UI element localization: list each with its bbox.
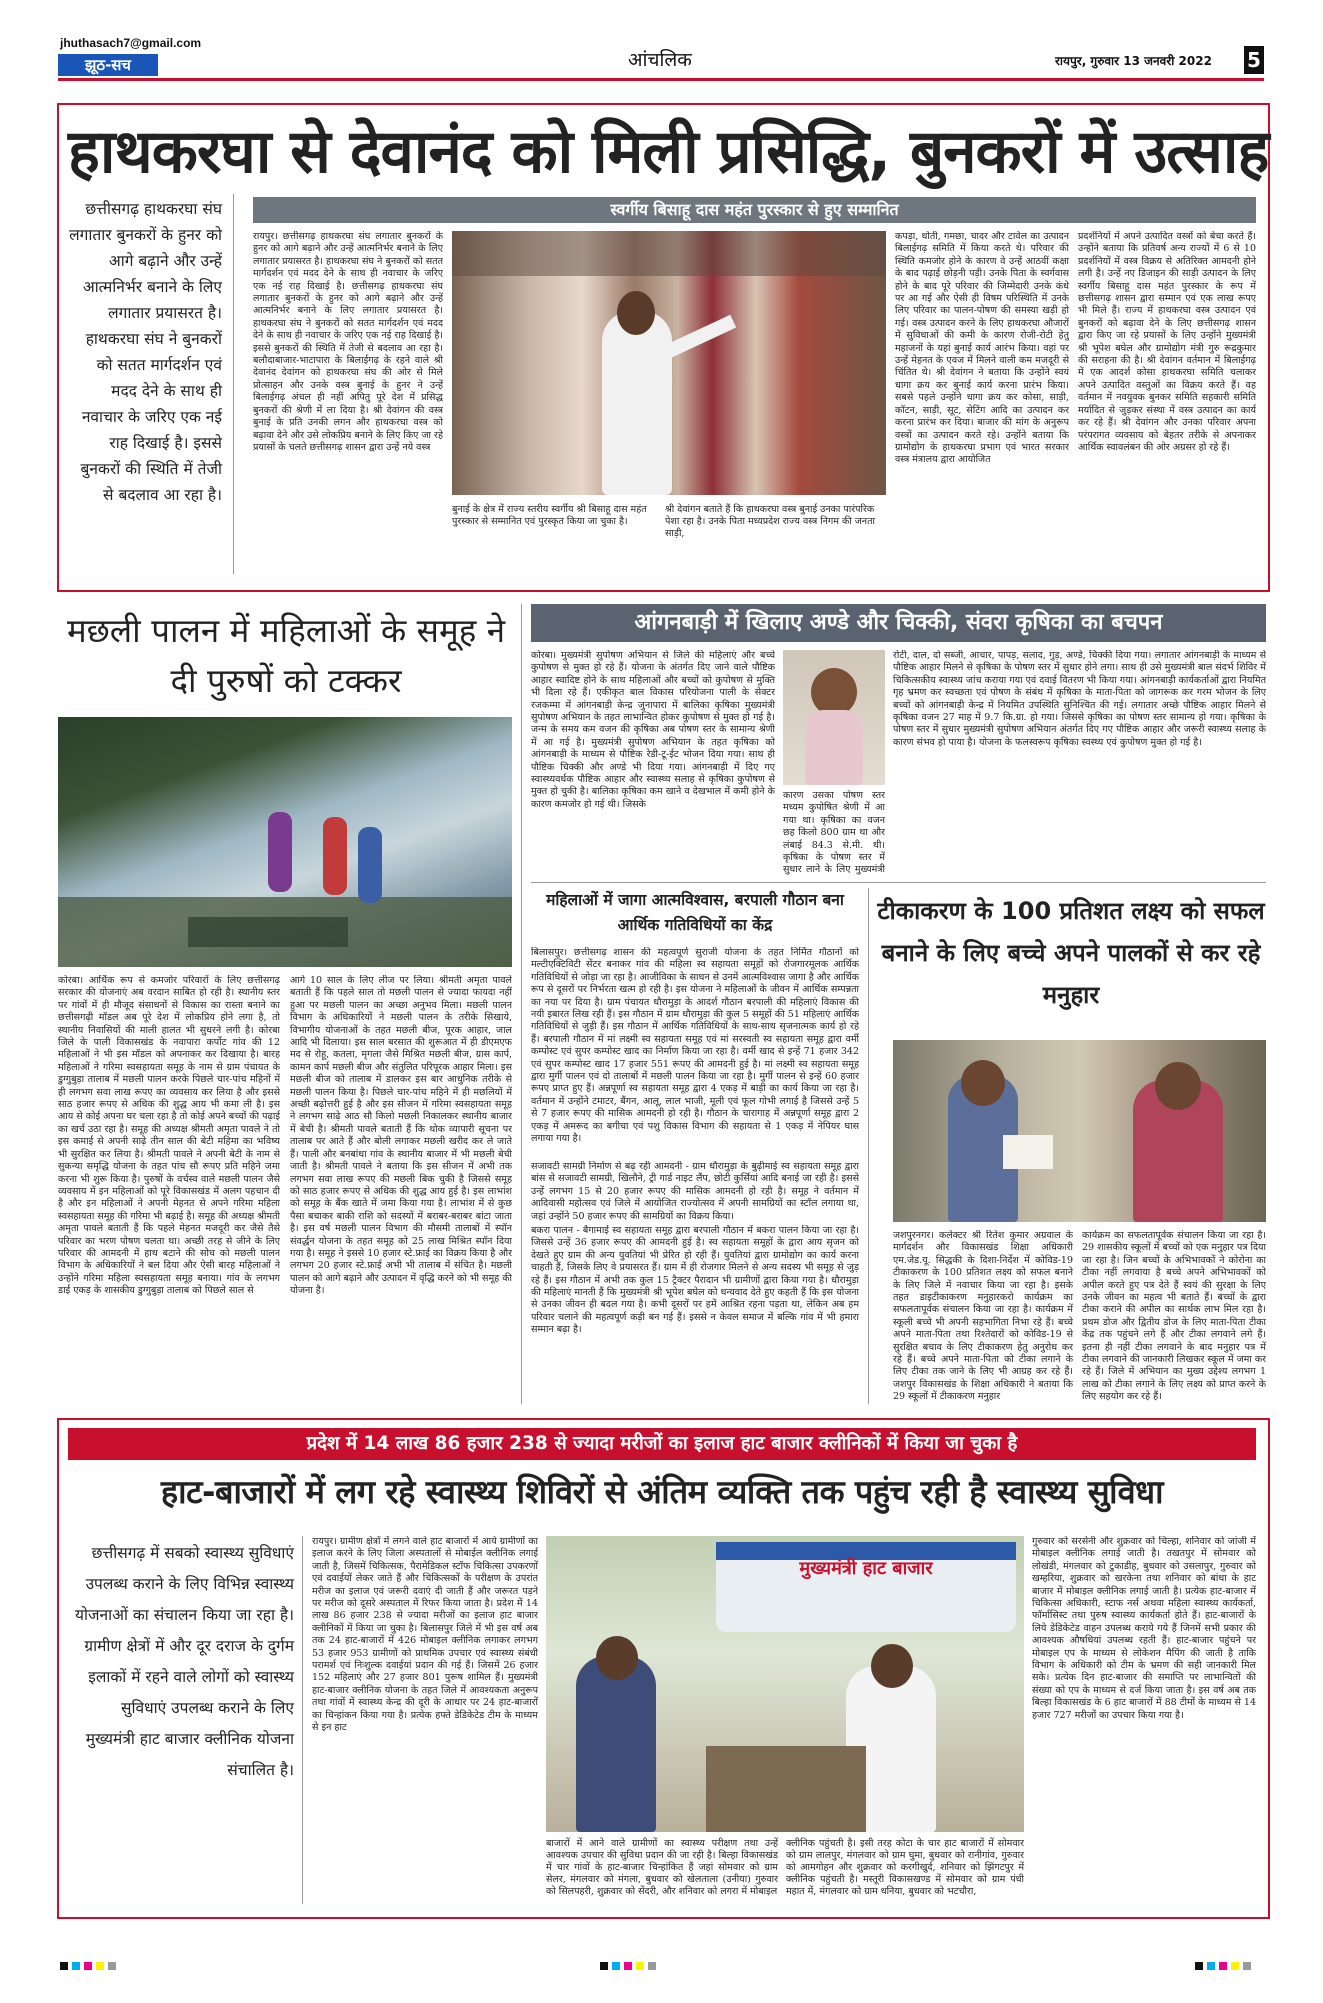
story-weaver-col1: रायपुर। छत्तीसगढ़ हाथकरघा संघ लगातार बुनकरों के हुनर को आगे बढ़ाने और उन्हें आत्मनिर्भर बनाने के लिए लगातार प्रयासरत है। हाथकरघा संघ ने बुनकरों को सतत मार्गदर्शन एवं मदद देने के साथ ही नवाचार के जरिए एक नई राह दिखाई है। छत्तीसगढ़ हाथकरघा संघ लगातार बुनकरों के हुनर को आगे बढ़ाने और उन्हें आत्मनिर्भर बनाने के लिए लगातार प्रयासरत है। हाथकरघा संघ ने बुनकरों को सतत मार्गदर्शन एवं मदद देने के साथ ही नवाचार के जरिए एक नई राह दिखाई है। इससे बुनकरों की स्थिति में तेजी से बदलाव आ रहा है। बलौदाबाजार-भाटापारा के बिलाईगढ़ के रहने वाले श्री देवानंद देवांगन को हाथकरघा संघ की ओर से मिले प्रोत्साहन और उनके वस्त्र बुनाई के हुनर ने उन्हें बिलाईगढ़ अंचल ही नहीं अपितु पूरे देश में प्रसिद्ध बुनकरों की श्रेणी में ला दिया है। श्री देवांगन की वस्त्र बुनाई के प्रति उनकी लगन और हाथकरघा वस्त्र को बढ़ावा देने और उसे लोकप्रिय बनाने के लिए किए जा रहे प्रयासों के चलते छत्तीसगढ़ शासन द्वारा उन्हें नये वस्त्र <box>253 231 443 453</box>
story-gauthan-body1: बिलासपुर। छत्तीसगढ़ शासन की महत्वपूर्ण सुराजी योजना के तहत निर्मित गौठानों को मल्टीएक्टिविटी सेंटर बनाकर गांव की महिला स्व सहायता समूहों को रोजगारमूलक आर्थिक गतिविधियों से जोड़ा जा रहा है। आजीविका के साधन से उनमें आत्मविश्वास जागा है और आर्थिक रूप से दूसरों पर निर्भरता खत्म हो रही है। इस योजना ने महिलाओं के जीवन में आर्थिक सम्पन्नता का नया पर दिया है। ग्राम पंचायत धौरामुड़ा के आदर्श गौठान बरपाली की महिलाएं विकास की नयी इबारत लिख रही हैं। इस गौठान में ग्राम धौरामुड़ा की कुल 5 समूहों की 51 महिलाएं आर्थिक गतिविधियों से जुड़ी हैं। इस गौठान में आर्थिक गतिविधियों के साथ-साथ सृजनात्मक कार्य हो रहे हैं। बरपाली गौठान में मां लक्ष्मी स्व सहायता समूह एवं मां सरस्वती स्व सहायता समूह द्वारा वर्मी कम्पोस्ट एवं सुपर कम्पोस्ट खाद का निर्माण किया जा रहा है। वर्मी खाद से इन्हें 71 हजार 342 एवं सुपर कम्पोस्ट खाद 17 हजार 551 रूपए की आमदनी हुई है। मां लक्ष्मी स्व सहायता समूह द्वारा मुर्गी पालन एवं दो तालाबों में मछली पालन किया जा रहा है। मुर्गी पालन से इन्हें 60 हजार रूपए प्राप्त हुए हैं। अन्नपूर्णा स्व सहायता समूह द्वारा 4 एकड़ में बाड़ी का कार्य किया जा रहा है। वर्तमान में उन्होंने टमाटर, बैंगन, आलू, लाल भाजी, मूली एवं फूल गोभी लगाई है जिससे उन्हें 5 से 7 हजार रूपए की मासिक आमदनी हो रही है। गौठान के चारागाह में अन्नपूर्णा समूह द्वारा 2 एकड़ में अमरूद का बगीचा एवं पशु विकास विभाग की सहायता से 1 एकड़ में नेपियर घास लगाया गया है। <box>531 947 859 1145</box>
weaver-caption-left: बुनाई के क्षेत्र में राज्य स्तरीय स्वर्गीय श्री बिसाहू दास महंत पुरस्कार से सम्मानित एवं पुरस्कृत किया जा चुका है। <box>452 504 647 527</box>
story-haat-intro: छत्तीसगढ़ में सबको स्वास्थ्य सुविधाएं उपलब्ध कराने के लिए विभिन्न स्वास्थ्य योजनाओं का संचालन किया जा रहा है। ग्रामीण क्षेत्रों में और दूर दराज के दुर्गम इलाकों में रहने वाले लोगों को स्वास्थ्य सुविधाएं उपलब्ध कराने के लिए मुख्यमंत्री हाट बाजार क्लीनिक योजना संचालित है। <box>74 1544 294 1779</box>
story-vaccine-headline: टीकाकरण के 100 प्रतिशत लक्ष्य को सफल बनाने के लिए बच्चे अपने पालकों से कर रहे मनुहार <box>877 897 1265 1009</box>
story-fish-col2: आगे 10 साल के लिए लीज पर लिया। श्रीमती अमृता पावले बताती हैं कि पहले साल तो मछली पालन से ज्यादा फायदा नहीं हुआ पर मछली पालन का अच्छा अनुभव मिला। मछली पालन विभाग के अधिकारियों ने मछली पालन के तरीके सिखाये, विभागीय योजनाओं के तहत मछली बीज, पूरक आहार, जाल आदि भी दिलाया। इस साल बरसात की शुरूआत में ही डीएमएफ मद से रोहू, कतला, मृगला जैसे मिश्रित मछली बीज, ग्रास कार्प, कामन कार्प मछली बीज और संतुलित परिपूरक आहार मिला। इस मछली बीज को तालाब में डालकर इस बार आधुनिक तरीके से मछली पालन किया है। पिछले चार-पांच महिने में ही मछलियों में अच्छी बढ़ोत्तरी हुई है और इस सीजन में गरिमा स्वसहायता समूह ने लगभग साढ़े आठ सौ किलो मछली निकालकर स्थानीय बाजार में बेची है। श्रीमती पावले बताती हैं कि थोक व्यापारी सूचना पर तालाब पर आते हैं और बोली लगाकर मछली खरीद कर ले जाते हैं। पाली और बनबांधा गांव के स्थानीय बाजार में भी मछली बेची जाती है। श्रीमती पावले ने बताया कि इस सीजन में अभी तक लगभग सवा लाख रूपए की मछली बिक चुकी है जिससे समूह को साठ हजार रूपए से अधिक की शुद्ध आय हुई है। इस लाभांश को समूह के बैंक खाते में जमा किया गया है। लाभांश में से कुछ पैसा बचाकर बाकी राशि को सदस्यों में बराबर-बराबर बांटा जाता है। इस वर्ष मछली पालन विभाग की मौसमी तालाबों में स्पॉन संवर्द्धन योजना के तहत समूह को 25 लाख मिश्रित स्पॉन दिया गया है। समूह ने इससे 10 हजार स्टे.फ्राई का विक्रय किया है और लगभग 20 हजार स्टे.फ्राई अभी भी तालाब में संचित है। मछली पालन को आगे बढ़ाने और उत्पादन में वृद्धि करने को भी समूह की योजना है। <box>290 975 512 1297</box>
story-anganwadi-col1: कोरबा। मुख्यमंत्री सुपोषण अभियान से जिले की महिलाएं और बच्चे कुपोषण से मुक्त हो रहे हैं। योजना के अंतर्गत दिए जाने वाले पौष्टिक आहार स्वादिष्ट होने के साथ महिलाओं और बच्चों को कुपोषण से मुक्ति भी दिला रहे हैं। एकीकृत बाल विकास परियोजना पाली के सेक्टर रजकम्मा में आंगनबाड़ी केन्द्र जुनापारा में बालिका कृषिका मुख्यमंत्री सुपोषण अभियान के तहत लाभान्वित होकर कुपोषण से मुक्त हो गई है। जन्म के समय कम वजन की कृषिका अब पोषण स्तर के सामान्य श्रेणी में आ गई है। मुख्यमंत्री सुपोषण अभियान के तहत कृषिका को आंगनबाड़ी के माध्यम से पौष्टिक रेडी-टू-ईट भोजन दिया गया। साथ ही पौष्टिक चिक्की और अण्डे भी दिया गया। आंगनबाड़ी में दिए गए स्वास्थ्यवर्धक पौष्टिक आहार और स्वास्थ्य सलाह से कृषिका कुपोषण से मुक्त हो चुकी है। बालिका कृषिका कम खाने व देखभाल में कमी होने के कारण कमजोर हो गई थी। जिसके <box>531 650 775 810</box>
divider <box>531 882 1266 883</box>
masthead <box>0 0 1323 90</box>
patient-figure <box>576 1656 656 1832</box>
weaver-caption-right: श्री देवांगन बताते हैं कि हाथकरघा वस्त्र बुनाई उनका पारंपरिक पेशा रहा है। उनके पिता मध्यप्रदेश राज्य वस्त्र निगम की जनता साड़ी, <box>665 504 875 539</box>
story-weaver-col4: प्रदर्शनियों में अपने उत्पादित वस्त्रों को बेचा करते हैं। उन्होंने बताया कि प्रतिवर्ष अन्य राज्यों में 6 से 10 प्रदर्शनियों में वस्त्र विक्रय से अतिरिक्त आमदनी होने लगी है। उन्हें नए डिजाइन की साड़ी उत्पादन के लिए स्वर्गीय बिसाहू दास महंत पुरस्कार के रूप में छत्तीसगढ़ शासन द्वारा सम्मान एवं एक लाख रूपए भी मिले हैं। राज्य में हाथकरघा वस्त्र उत्पादन एवं बुनकरों को बढ़ावा देने के लिए छत्तीसगढ़ शासन द्वारा किए जा रहे प्रयासों के लिए उन्होंने मुख्यमंत्री श्री भूपेश बघेल और ग्रामोद्योग मंत्री गुरु रूद्रकुमार की सराहना की है। श्री देवांगन वर्तमान में बिलाईगढ़ में एक आदर्श कोसा हाथकरघा समिति चलाकर अपने उत्पादित वस्तुओं का विक्रय करते हैं। वह वर्तमान में नवयुवक बुनकर समिति सहकारी समिति मर्यादित से जुड़कर संस्था में वस्त्र उत्पादन का कार्य कर रहे हैं। श्री देवांगन और उनका परिवार अपना परंपरागत व्यवसाय को बेहतर तरीके से अपनाकर आर्थिक स्वावलंबन की ओर अग्रसर हो रहे हैं। <box>1078 231 1256 453</box>
divider <box>233 194 234 574</box>
story-fish-headline: मछली पालन में महिलाओं के समूह ने दी पुरुषों को टक्कर <box>66 611 506 700</box>
child-photo <box>783 650 885 785</box>
masthead-email: jhuthasach7@gmail.com <box>60 36 202 50</box>
story-haat-col3: गुरुवार को सरसेनी और शुक्रवार को चिल्हा, शनिवार को जांजी में मोबाइल क्लीनिक लगाई जाती है। तखतपुर में सोमवार को लोखंडी, मंगलवार को टुकाडीह, बुधवार को उसलापुर, गुरुवार को खम्हरिया, शुक्रवार को खरकेना तथा शनिवार को बांधा के हाट बाजार में मोबाइल क्लीनिक लगाई जाती है। प्रत्येक हाट-बाजार में चिकित्सा अधिकारी, स्टाफ नर्स अथवा महिला स्वास्थ्य कार्यकर्ता, फॉर्मासिस्ट तथा पुरुष स्वास्थ्य कार्यकर्ता होते हैं। हाट-बाजारों के लिये डेडिकेटेड वाहन उपलब्ध कराये गये हैं जिनमें सभी प्रकार की आवश्यक औषधियां उपलब्ध रहती हैं। हाट-बाजार पहुंचने पर मोबाइल एप के माध्यम से लोकेशन मैपिंग की जाती है ताकि विभाग के अधिकारी को टीम के भ्रमण की सही जानकारी मिल सके। प्रत्येक दिन हाट-बाजार की समाप्ति पर लाभान्वितों की संख्या को एप के माध्यम से दर्ज किया जाता है। इस वर्ष अब तक बिल्हा विकासखंड के 6 हाट बाजारों में 88 टीमों के माध्यम से 14 हजार 727 मरीजों का उपचार किया गया है। <box>1032 1536 1256 1721</box>
story-vaccine-col1: जशपुरनगर। कलेक्टर श्री रितेश कुमार अग्रवाल के मार्गदर्शन और विकासखंड शिक्षा अधिकारी एम.जेड.यू. सिद्धकी के दिशा-निर्देश में कोविड-19 टीकाकरण के 100 प्रतिशत लक्ष्य को सफल बनाने के लिए जिले में नवाचार किया जा रहा है। इसके तहत डाइटीकाकरण मनुहारकरो कार्यक्रम का सफलतापूर्वक संचालन किया जा रहा है। कार्यक्रम में स्कूली बच्चे भी अपनी सहभागिता निभा रहे हैं। बच्चे अपने माता-पिता तथा रिश्तेदारों को कोविड-19 से सुरक्षित बचाव के लिए टीकाकरण हेतु अनुरोध कर रहे हैं। बच्चे अपने माता-पिता को टीका लगाने के लिए टीका तक जाने के लिए भी आग्रह कर रहे हैं। जशपुर विकासखंड के शिक्षा अधिकारी ने बताया कि 29 स्कूलों में टीकाकरण मनुहार <box>893 1230 1073 1403</box>
dateline: रायपुर, गुरुवार 13 जनवरी 2022 <box>1055 54 1212 68</box>
story-weaver-col3: कपड़ा, धोती, गमछा, चादर और टावेल का उत्पादन बिलाईगढ़ समिति में किया करते थे। परिवार की स्थिति कमजोर होने के कारण वे उन्हें आठवीं कक्षा के बाद पढ़ाई छोड़नी पड़ी। उनके पिता के स्वर्गवास होने के बाद पूरे परिवार की जिम्मेदारी उनके कंधे पर आ गई और ऐसी ही विषम परिस्थिति में उनके लिए परिवार का पालन-पोषण की समस्या खड़ी हो गई। वस्त्र उत्पादन करने के लिए हाथकरघा औजारों में सुविधाओं की कमी के कारण रोजी-रोटी हेतु महाजनों के यहां बुनाई कार्य आरंभ किया। वहां पर उन्हें मेहनत के एवज में मिलने वाली कम मजदूरी से चिंतित थे। श्री देवांगन ने बताया कि उन्होंने स्वयं धागा क्रय कर बुनाई कार्य करना प्रारंभ किया। सबसे पहले उन्होंने धागा क्रय कर कोसा, साड़ी, कॉटन, साड़ी, सूट, सेटिंग आदि का उत्पादन कर करना प्रारंभ कर दिया। बाजार की मांग के अनुरूप वस्त्रों का उत्पादन करते रहे। उन्होंने बताया कि ग्रामोद्योग के हाथकरघा प्रभाग एवं भारत सरकार वस्त्र मंत्रालय द्वारा आयोजित <box>895 231 1069 466</box>
story-anganwadi-col2: कारण उसका पोषण स्तर मध्यम कुपोषित श्रेणी में आ गया था। कृषिका का वजन छह किलो 800 ग्राम था और लंबाई 84.3 से.मी. थी। कृषिका के पोषण स्तर में सुधार लाने के लिए मुख्यमंत्री <box>783 790 885 875</box>
divider <box>521 604 522 1404</box>
story-anganwadi-col3: रोटी, दाल, दो सब्जी, आचार, पापड़, सलाद, गुड़, अण्डे, चिक्की दिया गया। लगातार आंगनबाड़ी के माध्यम से पौष्टिक आहार मिलने से कृषिका के पोषण स्तर में सुधार होने लगा। साथ ही उसे मुख्यमंत्री बाल संदर्भ शिविर में चिकित्सकीय स्वास्थ्य जांच कराया गया एवं दवाई वितरण भी किया गया। आंगनबाड़ी कार्यकर्ताओं द्वारा नियमित गृह भ्रमण कर स्वच्छता एवं पोषण के संबंध में कृषिका के माता-पिता को जागरूक कर गरम भोजन के लिए बच्चों को आंगनबाड़ी केन्द्र में नियमित उपस्थिति सुनिश्चित की गई। लगातार अच्छे पौष्टिक आहार मिलने से कृषिका वजन 27 माह में 9.7 कि.ग्रा. हो गया। जिससे कृषिका का पोषण स्तर सामान्य हो गया। कृषिका के पोषण स्तर में सुधार मुख्यमंत्री सुपोषण अभियान अंतर्गत दिए गए पौष्टिक आहार और जरूरी स्वास्थ्य सलाह के कारण संभव हो पाया है। योजना के फलस्वरूप कृषिका स्वस्थ्य एवं कुपोषण मुक्त हो गई है। <box>893 650 1266 748</box>
fish-women-figures <box>268 812 292 892</box>
page-number: 5 <box>1244 46 1264 74</box>
section-name: आंचलिक <box>628 49 692 71</box>
masthead-brand: झूठ-सच <box>58 54 158 76</box>
divider <box>302 1536 303 1904</box>
print-color-bar-center <box>600 1962 720 1970</box>
print-color-bar-left <box>60 1962 180 1970</box>
story-weaver-intro: छत्तीसगढ़ हाथकरघा संघ लगातार बुनकरों के हुनर को आगे बढ़ाने और उन्हें आत्मनिर्भर बनाने के लिए लगातार प्रयासरत है। हाथकरघा संघ ने बुनकरों को सतत मार्गदर्शन एवं मदद देने के साथ ही नवाचार के जरिए एक नई राह दिखाई है। इससे बुनकरों की स्थिति में तेजी से बदलाव आ रहा है। <box>69 200 222 504</box>
story-haat-headline: हाट-बाजारों में लग रहे स्वास्थ्य शिविरों से अंतिम व्यक्ति तक पहुंच रही है स्वास्थ्य सुविधा <box>160 1473 1164 1511</box>
print-color-bar-right <box>1195 1962 1265 1970</box>
weaver-photo <box>452 231 886 495</box>
divider <box>868 888 869 1404</box>
weaver-figure <box>602 311 672 495</box>
child-figure <box>811 668 857 716</box>
masthead-rule <box>58 78 1264 81</box>
fish-pond-photo <box>58 717 512 967</box>
story-weaver-headline: हाथकरघा से देवानंद को मिली प्रसिद्धि, बुनकरों में उत्साह <box>68 117 1269 187</box>
story-fish-col1: कोरबा। आर्थिक रूप से कमजोर परिवारों के लिए छत्तीसगढ़ सरकार की योजनाएं अब वरदान साबित हो रही है। स्थानीय स्तर पर गांवों में ही मौजूद संसाधनों से विकास का रास्ता बनाने का छत्तीसगढ़ी मॉडल अब पूरे देश में लोकप्रिय होने लगा है, तो स्थानीय निवासियों की माली हालत भी सुधरने लगी है। कोरबा जिले के पाली विकासखंड के नवापारा कर्पोट गांव की 12 महिलाओं ने भी इस मॉडल को अपनाकर कर दिखाया है। बारह महिलाओं ने गरिमा स्वसहायता समूह के नाम से ग्राम पंचायत के डुग्गुबुड़ा तालाब में मछली पालन करके पिछले चार-पांच महिनों में ही लगभग सवा लाख रूपए का व्यवसाय कर लिया है और इससे साठ हजार रूपए से अधिक की शुद्ध आय भी कमा ली है। इस आय से कोई अपना घर चला रहा है तो कोई अपने बच्चों की पढ़ाई का खर्च उठा रहा है। समूह की अध्यक्ष श्रीमती अमृता पावले ने तो इस कमाई से अपनी साढ़े तीन साल की बेटी महिमा का भविष्य भी सुरक्षित कर लिया है। श्रीमती पावले ने अपनी बेटी के नाम से सुकन्या समृद्धि योजना के तहत पांच सौ रूपए प्रति महिने जमा करना भी शुरू किया है। पुरुषों के वर्चस्व वाले मछली पालन जैसे व्यवसाय में इन महिलाओं को पूरे विकासखंड में अलग पहचान दी है और इन महिलाओं ने अपनी मेहनत से अपने गरिमा महिला स्वसहायता समूह की गरिमा भी बढ़ाई है। समूह की अध्यक्ष श्रीमती अमृता पावले बताती हैं कि पहले मेहनत मजदूरी कर जैसे तैसे परिवार का भरण पोषण चलता था। अच्छी तरह से जीने के लिए परिवार की आमदनी में हाथ बटाने की सोच को मछली पालन विभाग के अधिकारियों ने बल दिया और ऐसी बारह महिलाओं ने उन्होंने गरिमा महिला स्वसहायता समूह बनाया। गांव के लगभग डाई एकड़ के शासकीय डुग्गुबुड़ा तालाब को पिछले साल से <box>58 975 280 1297</box>
story-gauthan-body3: बकरा पालन - बैगामाई स्व सहायता समूह द्वारा बरपाली गौठान में बकरा पालन किया जा रहा है। जिससे उन्हें 36 हजार रूपए की आमदनी हुई है। स्व सहायता समूहों के द्वारा आय सृजन को देखते हुए ग्राम की अन्य युवतियां भी प्रेरित हो रही हैं। युवतियां द्वारा ग्रामोद्योग का कार्य करना चाहती हैं, जिसके लिए वे प्रयासरत हैं। ग्राम में ही रोजगार मिलने से अन्य सदस्य भी समूह से जुड़ रहे हैं। इस गौठान में अभी तक कुल 15 ट्रैक्टर पैरादान भी ग्रामीणों द्वारा किया गया है। धौरामुड़ा की महिलाएं मानती हैं कि मुख्यमंत्री श्री भूपेश बघेल को धन्यवाद देते हुए कहती हैं कि इस योजना से उनका जीवन ही बदल गया है। कभी दूसरों पर हमें आश्रित रहना पड़ता था, लेकिन अब हम परिवार चलाने की महत्वपूर्ण कड़ी बन गई हैं। इससे न केवल समाज में बल्कि गांव में भी हमारा सम्मान बढ़ा है। <box>531 1225 859 1336</box>
story-gauthan-headline: महिलाओं में जागा आत्मविश्वास, बरपाली गौठान बना आर्थिक गतिविधियों का केंद्र <box>546 891 844 934</box>
story-weaver-subhead: स्वर्गीय बिसाहू दास महंत पुरस्कार से हुए सम्मानित <box>253 197 1256 223</box>
vaccine-children-photo <box>893 1040 1266 1222</box>
haat-clinic-photo <box>546 1536 1024 1832</box>
haat-caption-left: बाजारों में आने वाले ग्रामीणों का स्वास्थ्य परीक्षण तथा उन्हें आवश्यक उपचार की सुविधा प्रदान की जा रही है। बिल्हा विकासखंड में चार गांवों के हाट-बाजार चिन्हांकित हैं जहां सोमवार को ग्राम सेलर, मंगलवार को मंगला, बुधवार को खेलताला (उनीया) गुरुवार को सिलपहरी, शुक्रवार को सेंदरी, और शनिवार को लगरा में मोबाइल <box>546 1838 778 1897</box>
haat-clinic-sign: मुख्यमंत्री हाट बाजार <box>799 1558 933 1579</box>
story-vaccine-col2: कार्यक्रम का सफलतापूर्वक संचालन किया जा रहा है। 29 शासकीय स्कूलों में बच्चों को एक मनुहार पत्र दिया जा रहा है। जिन बच्चों के अभिभावकों ने कोरोना का टीका नहीं लगवाया है बच्चे अपने अभिभावकों को अपील करते हुए पत्र देते हैं स्वयं की सुरक्षा के लिए उनके जीवन का महत्व भी बताते हैं। बच्चों के द्वारा टीका कराने की अपील का सार्थक लाभ मिल रहा है। प्रथम डोज और द्वितीय डोज के लिए माता-पिता टीका केंद्र तक पहुंचने लगे हैं और टीका लगवाने लगे हैं। इतना ही नहीं टीका लगवाने के बाद मनुहार पत्र में टीका लगवाने की जानकारी लिखकर स्कूल में जमा कर रहे हैं। जिले में अभियान का मुख्य उद्देश्य लगभग 1 लाख को टीका लगाने के लिए लक्ष्य को प्राप्त करने के लिए सहयोग कर रहे हैं। <box>1082 1230 1266 1403</box>
story-gauthan-body2: सजावटी सामग्री निर्माण से बढ़ रही आमदनी - ग्राम धौरामुड़ा के बुढ़ीमाई स्व सहायता समूह द्वारा बांस से सजावटी सामग्री, खिलौने, ट्री गार्ड नाइट लैंप, छोटी कुर्सियां आदि बनाई जा रही है। इससे उन्हें लगभग 15 से 20 हजार रूपए की मासिक आमदनी हो रही है। समूह ने वर्तमान में आदिवासी महोत्सव एवं जिले में आयोजित राज्योत्सव में अपनी सामग्रियों का स्टॉल लगाया था, जहां उन्होंने 50 हजार रूपए की सामग्रियों का विक्रय किया। <box>531 1161 859 1222</box>
haat-caption-right: क्लीनिक पहुंचती है। इसी तरह कोटा के चार हाट बाजारों में सोमवार को ग्राम लालपुर, मंगलवार को ग्राम घुमा, बुधवार को रानीगांव, गुरुवार को आमगोहन और शुक्रवार को करगीखुर्द, शनिवार को झिंगटपुर में क्लीनिक पहुंचती है। मस्तूरी विकासखण्ड में सोमवार को ग्राम पंधी महात में, मंगलवार को ग्राम धनिया, बुधवार को भटचौरा, <box>786 1838 1024 1897</box>
story-haat-col1: रायपुर। ग्रामीण क्षेत्रों में लगने वाले हाट बाजारों में आये ग्रामीणों का इलाज करने के लिए जिला अस्पतालों से मोबाईल क्लीनिक लगाई जाती है, जिसमें चिकित्सक, पैरामेडिकल स्टॉफ चिकित्सा उपकरणों एवं दवाईयों लेकर जाते हैं और चिकित्सकों के परीक्षण के उपरांत मरीज का इलाज एवं जरूरी दवाएं दी जाती हैं और जरूरत पड़ने पर मरीज को दूसरे अस्पताल में रिफर किया जाता है। प्रदेश में 14 लाख 86 हजार 238 से ज्यादा मरीजों का इलाज हाट बाजार क्लीनिकों में किया जा चुका है। बिलासपुर जिले में भी इस वर्ष अब तक 24 हाट-बाजारों में 426 मोबाइल क्लीनिक लगाकर लगभग 53 हजार 953 ग्रामीणों को प्राथमिक उपचार एवं स्वास्थ्य संबंधी परामर्श एवं निःशुल्क दवाईयां प्रदान की गई हैं। जिसमें 26 हजार 152 महिलाएं और 27 हजार 801 पुरूष शामिल हैं। मुख्यमंत्री हाट-बाजार क्लीनिक योजना के तहत जिले में आवश्यकता अनुरूप तथा गांवों में स्वास्थ्य केन्द्र की दूरी के आधार पर 24 हाट-बाजारों का चिन्हांकन किया गया है। प्रत्येक हफ्ते डेडिकेटेड टीम के माध्यम से इन हाट <box>312 1536 538 1734</box>
story-haat-banner: प्रदेश में 14 लाख 86 हजार 238 से ज्यादा मरीजों का इलाज हाट बाजार क्लीनिकों में किया जा चुका है <box>68 1428 1256 1460</box>
story-anganwadi-headline: आंगनबाड़ी में खिलाए अण्डे और चिक्की, संवरा कृषिका का बचपन <box>531 604 1266 642</box>
